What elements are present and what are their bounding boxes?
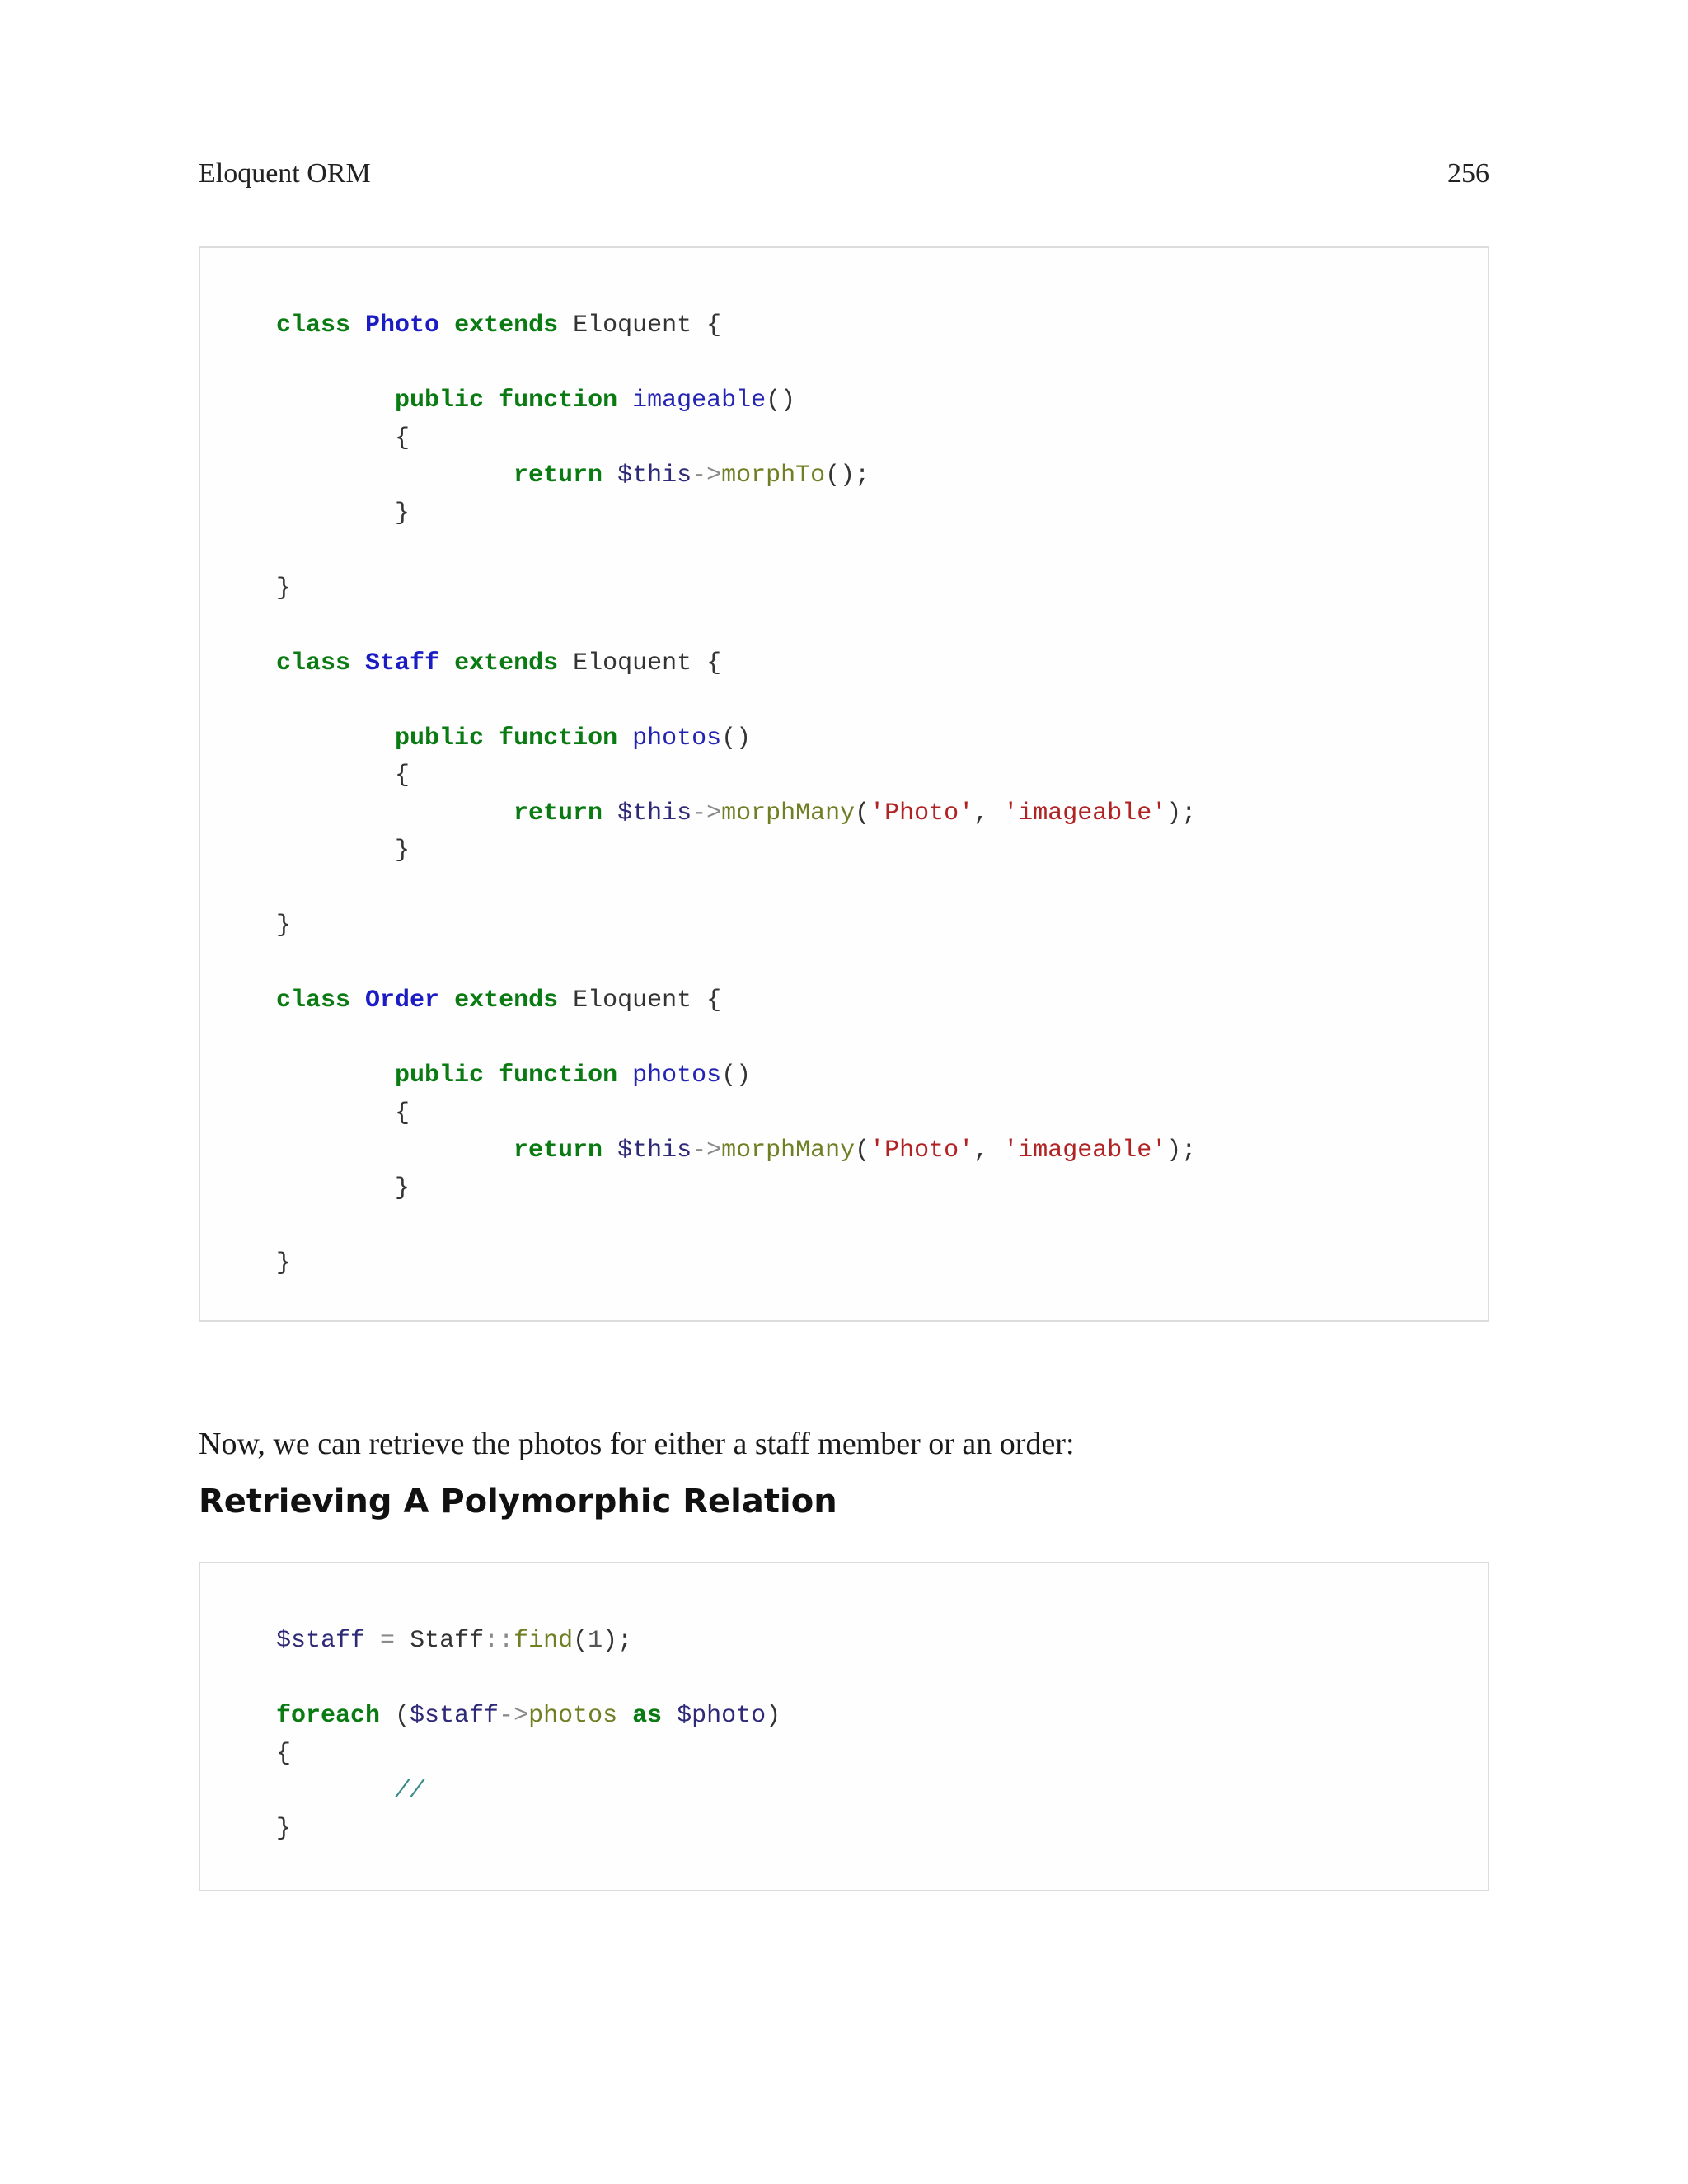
string-token: 'Photo': [870, 1137, 974, 1165]
code-line: [276, 495, 1196, 533]
code-line: [276, 1736, 781, 1774]
variable-token: $this: [617, 1137, 692, 1165]
plain-token: [484, 387, 499, 415]
code-line: [276, 945, 1196, 983]
plain-token: [603, 462, 617, 490]
keyword-token: public: [395, 387, 485, 415]
code-line: [276, 457, 1196, 495]
keyword-token: function: [499, 1062, 618, 1090]
operator-token: =: [380, 1627, 396, 1655]
code-line: [276, 682, 1196, 720]
code-line: [276, 870, 1196, 908]
plain-token: {: [276, 1099, 410, 1127]
plain-token: }: [276, 1814, 292, 1843]
operator-token: ::: [484, 1627, 514, 1655]
plain-token: Staff: [395, 1627, 485, 1655]
plain-token: [484, 724, 499, 752]
code-line: [276, 1207, 1196, 1245]
code-line: [276, 570, 1196, 608]
keyword-token: class: [276, 987, 351, 1015]
code-line: [276, 1773, 781, 1811]
plain-token: {: [276, 1739, 292, 1768]
keyword-token: foreach: [276, 1702, 381, 1730]
keyword-token: class: [276, 312, 351, 340]
variable-token: $this: [617, 799, 692, 827]
plain-token: [276, 1062, 395, 1090]
plain-token: [662, 1702, 677, 1730]
plain-token: }: [276, 1174, 410, 1202]
body-paragraph: Now, we can retrieve the photos for either a staff member or an order:: [199, 1427, 1075, 1461]
plain-token: }: [276, 574, 292, 602]
class-name-token: Order: [365, 987, 440, 1015]
code-listing: [276, 307, 1196, 1282]
plain-token: ,: [973, 799, 1004, 827]
plain-token: [365, 1627, 380, 1655]
code-line: [276, 757, 1196, 795]
string-token: 'imageable': [1003, 799, 1167, 827]
code-line: [276, 1132, 1196, 1170]
method-token: morphMany: [721, 799, 856, 827]
plain-token: }: [276, 499, 410, 527]
code-line: [276, 1245, 1196, 1283]
operator-token: ->: [692, 799, 722, 827]
plain-token: );: [1166, 799, 1197, 827]
plain-token: [350, 987, 365, 1015]
keyword-token: public: [395, 724, 485, 752]
plain-token: [484, 1062, 499, 1090]
code-block-models: [199, 246, 1489, 1322]
string-token: 'imageable': [1003, 1137, 1167, 1165]
plain-token: Eloquent {: [558, 312, 722, 340]
code-line: [276, 1057, 1196, 1095]
plain-token: (: [573, 1627, 588, 1655]
plain-token: [276, 1137, 513, 1165]
plain-token: );: [603, 1627, 633, 1655]
plain-token: Eloquent {: [558, 649, 722, 677]
code-line: [276, 795, 1196, 833]
code-line: [276, 1170, 1196, 1208]
keyword-token: class: [276, 649, 351, 677]
plain-token: [603, 799, 617, 827]
plain-token: ();: [825, 462, 870, 490]
variable-token: $staff: [276, 1627, 366, 1655]
class-name-token: Staff: [365, 649, 440, 677]
operator-token: ->: [499, 1702, 529, 1730]
plain-token: }: [276, 837, 410, 865]
code-line: [276, 420, 1196, 458]
string-token: 'Photo': [870, 799, 974, 827]
plain-token: (: [855, 1137, 870, 1165]
plain-token: (): [721, 724, 752, 752]
plain-token: [439, 987, 454, 1015]
code-line: [276, 1095, 1196, 1133]
code-block-retrieve: [199, 1562, 1489, 1891]
function-name-token: photos: [632, 724, 722, 752]
plain-token: (): [766, 387, 796, 415]
plain-token: [350, 312, 365, 340]
plain-token: {: [276, 424, 410, 452]
code-line: [276, 1661, 781, 1699]
plain-token: [276, 724, 395, 752]
keyword-token: as: [632, 1702, 663, 1730]
section-heading: Retrieving A Polymorphic Relation: [199, 1483, 837, 1521]
code-line: [276, 982, 1196, 1020]
code-line: [276, 645, 1196, 683]
method-token: morphTo: [721, 462, 826, 490]
plain-token: }: [276, 912, 292, 940]
code-line: [276, 1811, 781, 1849]
plain-token: [439, 649, 454, 677]
method-token: photos: [528, 1702, 618, 1730]
page-number: 256: [1447, 158, 1489, 189]
plain-token: (: [380, 1702, 410, 1730]
variable-token: $photo: [677, 1702, 767, 1730]
plain-token: (: [855, 799, 870, 827]
code-line: [276, 607, 1196, 645]
plain-token: [276, 387, 395, 415]
operator-token: ->: [692, 1137, 722, 1165]
plain-token: }: [276, 1249, 292, 1277]
plain-token: [617, 1062, 632, 1090]
chapter-title: Eloquent ORM: [199, 158, 371, 189]
keyword-token: function: [499, 387, 618, 415]
function-name-token: imageable: [632, 387, 767, 415]
keyword-token: return: [513, 1137, 603, 1165]
code-line: [276, 720, 1196, 758]
code-line: [276, 307, 1196, 345]
class-name-token: Photo: [365, 312, 440, 340]
code-line: [276, 1020, 1196, 1058]
plain-token: [276, 462, 513, 490]
plain-token: ,: [973, 1137, 1004, 1165]
plain-token: [276, 799, 513, 827]
number-token: 1: [588, 1627, 603, 1655]
code-line: [276, 907, 1196, 945]
keyword-token: extends: [454, 312, 559, 340]
plain-token: [617, 724, 632, 752]
plain-token: );: [1166, 1137, 1197, 1165]
running-head: [199, 158, 1489, 199]
keyword-token: function: [499, 724, 618, 752]
code-line: [276, 1623, 781, 1661]
comment-token: //: [395, 1777, 425, 1805]
code-line: [276, 345, 1196, 383]
method-token: find: [513, 1627, 574, 1655]
plain-token: [439, 312, 454, 340]
plain-token: [276, 1777, 395, 1805]
code-line: [276, 532, 1196, 570]
plain-token: [603, 1137, 617, 1165]
code-listing: [276, 1623, 781, 1848]
keyword-token: return: [513, 462, 603, 490]
plain-token: {: [276, 762, 410, 790]
plain-token: [617, 1702, 632, 1730]
variable-token: $this: [617, 462, 692, 490]
keyword-token: extends: [454, 987, 559, 1015]
plain-token: ): [766, 1702, 781, 1730]
plain-token: Eloquent {: [558, 987, 722, 1015]
keyword-token: return: [513, 799, 603, 827]
code-line: [276, 382, 1196, 420]
keyword-token: public: [395, 1062, 485, 1090]
function-name-token: photos: [632, 1062, 722, 1090]
variable-token: $staff: [410, 1702, 499, 1730]
plain-token: [350, 649, 365, 677]
plain-token: (): [721, 1062, 752, 1090]
operator-token: ->: [692, 462, 722, 490]
code-line: [276, 832, 1196, 870]
code-line: [276, 1698, 781, 1736]
plain-token: [617, 387, 632, 415]
keyword-token: extends: [454, 649, 559, 677]
method-token: morphMany: [721, 1137, 856, 1165]
